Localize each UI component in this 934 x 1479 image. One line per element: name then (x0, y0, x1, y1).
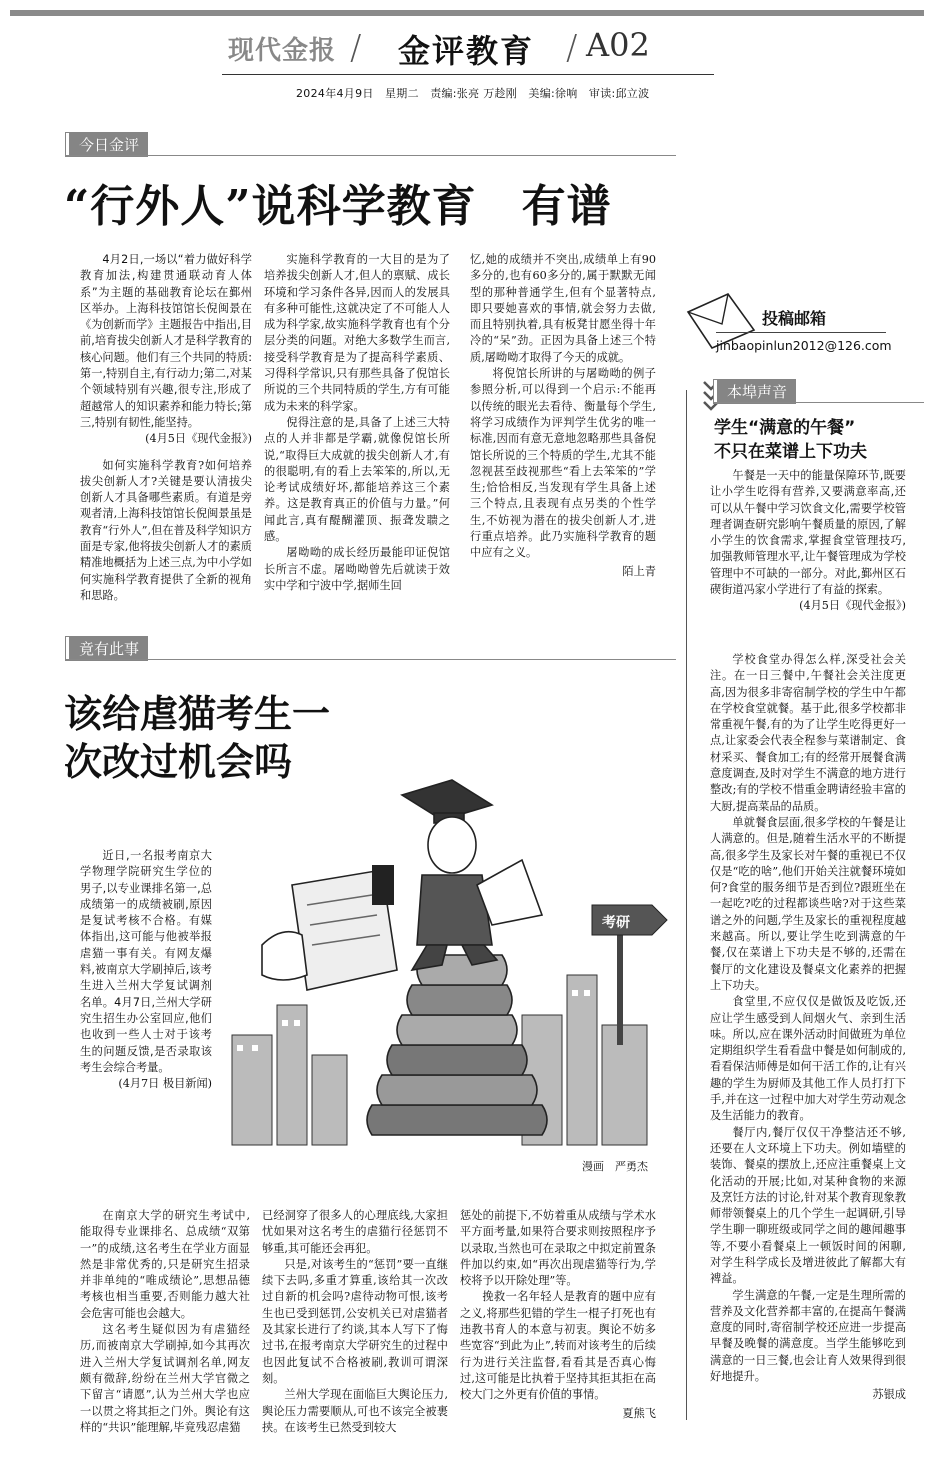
page-number: A02 (586, 26, 650, 64)
article2-headline: 该给虐猫考生一次改过机会吗 (64, 691, 331, 784)
article1-paragraph: 将倪馆长所讲的与屠呦呦的例子参照分析,可以得到一个启示:不能再以传统的眼光去看待、衡量每个学生,将学习成绩作为评判学生优劣的唯一标准,因而有意无意地忽略那些具备倪馆长所说的三个特质的学生,尤其不能忽视甚至歧视那些“看上去笨笨的”学生;恰恰相反,当发现有学生具备上述三个特点,且表现有点另类的个性学生,不妨视为潜在的拔尖创新人才,进行重点培养。此乃实施科学教育的题中应有之义。 (470, 367, 656, 560)
mailbox-rule (716, 332, 886, 333)
section-tag-strange: 竟有此事 (66, 637, 147, 660)
article2-col1 (80, 1208, 250, 1436)
section-tag-local: 本埠声音 (714, 380, 795, 403)
article3-paragraph: 食堂里,不应仅仅是做饭及吃饭,还应让学生感受到人间烟火气、亲到生活味。所以,应在课外活动时间做班为单位定期组织学生看看盘中餐是如何制成的,看看保洁师傅是如何干活工作的,让有兴趣的学生为厨师及其他工作人员打打下手,并在这一过程中加大对学生劳动观念及生活能力的教育。 (710, 995, 906, 1123)
article1-paragraph: 如何实施科学教育?如何培养拔尖创新人才?关键是要认清拔尖创新人才具备哪些素质。有道是旁观者清,上海科技馆馆长倪闽景虽是教育“行外人”,但在普及科学知识方面是专家,他将拔尖创新人才的素质精准地概括为上述三点,为中小学如何实施科学教育提供了全新的视角和思路。 (80, 458, 252, 602)
article2-paragraph: 惩处的前提下,不妨着重从成绩与学术水平方面考量,如果符合要求则按照程序予以录取,当然也可在录取之中拟定前置条件加以约束,如“再次出现虐猫等行为,学校将予以开除处理”等。 (460, 1209, 656, 1288)
tag-rule (714, 402, 924, 403)
article3-headline (714, 416, 867, 464)
article3-paragraph: 学校食堂办得怎么样,深受社会关注。在一日三餐中,午餐社会关注度更高,因为很多非寄宿制学校的学生中午都在学校食堂就餐。基于此,很多学校都非常重视午餐,有的为了让学生吃得更好一点,让家委会代表全程参与菜谱制定、食材采买、餐食加工;有的经常开展餐食满意度调查,及时对学生不满意的地方进行整改;有的学校不惜重金聘请经验丰富的大厨,提高菜品的品质。 (710, 653, 906, 813)
article2-paragraph: 已经洞穿了很多人的心理底线,大家担忧如果对这名考生的虐猫行径惩罚不够重,其可能还会再犯。 (262, 1209, 448, 1255)
article1-paragraph: 屠呦呦的成长经历最能印证倪馆长所言不虚。屠呦呦曾先后就读于效实中学和宁波中学,据师生回 (264, 546, 450, 592)
byline: 2024年4月9日 星期二 责编:张亮 万趁刚 美编:徐响 审读:邱立波 (296, 87, 650, 100)
signpost-label: 考研 (602, 915, 630, 931)
article2-col3 (460, 1208, 656, 1422)
column-divider (686, 390, 687, 1420)
top-gray-bar (10, 10, 924, 16)
article1-col1 (80, 252, 252, 604)
article2-lead: 近日,一名报考南京大学物理学院研究生学位的男子,以专业课排名第一,总成绩第一的成绩被刷,原因是复试考核不合格。有媒体指出,这可能与他被举报虐猫一事有关。有网友爆料,被南京大学刷掉后,该考生进入兰州大学复试调剂名单。4月7日,兰州大学研究生招生办公室回应,他们也收到一些人士对于该考生的问题反馈,是否录取该考生会综合考量。 (80, 849, 212, 1074)
section-tag-today: 今日金评 (66, 133, 147, 156)
article3-author: 苏银成 (872, 1388, 906, 1402)
article3-lead-block (710, 468, 906, 615)
article3-paragraph: 学生满意的午餐,一定是生理所需的营养及文化营养都丰富的,在提高午餐满意度的同时,寄宿制学校还应进一步提高早餐及晚餐的满意度。当学生能够吃到满意的一日三餐,也会让育人效果得到很好地提升。 (710, 1288, 906, 1384)
cartoon-illustration (222, 775, 682, 1165)
article1-col2 (264, 252, 450, 594)
mailbox-email[interactable]: jinbaopinlun2012@126.com (716, 338, 892, 353)
article2-lead-source: (4月7日 极目新闻) (118, 1077, 212, 1091)
mailbox-title: 投稿邮箱 (762, 309, 827, 328)
article2-paragraph: 只是,对该考生的“惩罚”要一直继续下去吗,多重才算重,该给其一次改过自新的机会吗?虐待动物可恨,该考生也已受到惩罚,公安机关已对虐猫者及其家长进行了约谈,其本人写下了悔过书,在报考南京大学研究生的过程中也因此复试不合格被刷,教训可谓深刻。 (262, 1257, 448, 1385)
masthead-slash: / (350, 28, 362, 68)
article1-paragraph: 倪得注意的是,具备了上述三大特点的人并非都是学霸,就像倪馆长所说,“取得巨大成就的拔尖创新人才,有的很聪明,有的看上去笨笨的,所以,无论考试成绩好坏,都能培养这三个素养。这是教育真正的价值与力量。”何闻此言,真有醍醐灌顶、振聋发聩之感。 (264, 415, 450, 544)
article2-lead-block (80, 848, 212, 1092)
tag-rule (66, 659, 676, 660)
article1-paragraph: 实施科学教育的一大目的是为了培养拔尖创新人才,但人的禀赋、成长环境和学习条件各异,因而人的发展具有多种可能性,这就决定了不可能人人成为科学家,故实施科学教育也有个分层分类的问题。对绝大多数学生而言,接受科学教育是为了提高科学素质、习得科学常识,只有那些具备了倪馆长所说的三个共同特质的学生,方有可能成为未来的科学家。 (264, 253, 450, 413)
section-name: 金评教育 (398, 32, 535, 70)
article3-headline-line1: 学生“满意的午餐” (714, 418, 856, 438)
article1-author: 陌上青 (622, 564, 656, 578)
article3-lead: 午餐是一天中的能量保障环节,既要让小学生吃得有营养,又要满意率高,还可以从午餐中学习饮食文化,需要学校管理者调查研究影响午餐质量的原因,了解小学生的饮食需求,掌握食堂管理技巧,加强教师管理水平,让午餐管理成为学校管理中不可缺的一部分。对此,鄞州区石碶街道冯家小学进行了有益的探索。 (710, 469, 906, 597)
article3-paragraph: 单就餐食层面,很多学校的午餐是让人满意的。但是,随着生活水平的不断提高,很多学生及家长对午餐的重视已不仅仅是“吃的啥”,他们开始关注就餐环境如何?食堂的服务细节是否到位?跟班坐在一起吃?吃的过程都谈些啥?对于这些菜谱之外的问题,学生及家长的重视程度越来越高。所以,要让学生吃到满意的午餐,仅在菜谱上下功夫是不够的,还需在餐厅的文化建设及餐桌文化素养的把握上下功夫。 (710, 815, 906, 992)
article1-lead: 4月2日,一场以“着力做好科学教育加法,构建贯通联动育人体系”为主题的基础教育论坛在鄞州区举办。上海科技馆馆长倪闽景在《为创新而学》主题报告中指出,目前,培育拔尖创新人才是科学教育的核心问题。他们有三个共同的特质:第一,特别自主,有行动力;第二,对某个领域特别有兴趣,很专注,形成了超越常人的知识素养和能力特长;第三,特别有韧性,能坚持。 (80, 253, 252, 429)
article3-body (710, 652, 906, 1404)
article3-paragraph: 餐厅内,餐厅仅仅干净整洁还不够,还要在人文环境上下功夫。例如墙壁的装饰、餐桌的摆放上,还应注重餐桌上文化活动的开展;比如,对某种食物的来源及烹饪方法的讨论,针对某个教育现象教师带领餐桌上的几个学生一起调研,引导学生聊一聊班级或同学之间的趣闻趣事等,不要小看餐桌上一顿饭时间的闲聊,对学生科学成长及增进彼此了解都大有裨益。 (710, 1125, 906, 1286)
masthead-slash: / (566, 28, 578, 68)
article2-author: 夏熊飞 (622, 1406, 656, 1420)
article3-lead-source: (4月5日《现代金报》) (799, 599, 906, 613)
masthead-rule (222, 74, 714, 75)
paper-name: 现代金报 (228, 36, 337, 66)
article2-paragraph: 在南京大学的研究生考试中,能取得专业课排名、总成绩“双第一”的成绩,这名考生在学业方面显然是非常优秀的,只是研究生招录并非单纯的“唯成绩论”,思想品德考核也相当重要,否则能力越大社会危害可能也会越大。 (80, 1209, 250, 1320)
illustration-credit: 漫画 严勇杰 (582, 1160, 648, 1173)
article1-paragraph: 忆,她的成绩并不突出,成绩单上有90多分的,也有60多分的,属于默默无闻型的那种普通学生,但有个显著特点,即只要她喜欢的事情,就会努力去做,而且特别执着,具有板凳甘愿坐得十年冷的“呆”劲。正因为具备上述三个特质,屠呦呦才取得了今天的成就。 (470, 253, 656, 364)
article2-col2 (262, 1208, 448, 1436)
article2-paragraph: 这名考生疑似因为有虐猫经历,而被南京大学刷掉,如今其再次进入兰州大学复试调剂名单,网友颇有微辞,纷纷在兰州大学官微之下留言“请愿”,认为兰州大学也应一以贯之将其拒之门外。舆论有这样的“共识”能理解,毕竟残忍虐猫 (80, 1323, 250, 1434)
tag-rule (66, 155, 676, 156)
article2-paragraph: 兰州大学现在面临巨大舆论压力,舆论压力需要顺从,可也不该完全被裹挟。在该考生已然受到较大 (262, 1388, 448, 1434)
article1-col3 (470, 252, 656, 580)
article3-headline-line2: 不只在菜谱上下功夫 (714, 442, 867, 462)
article1-headline: “行外人”说科学教育 有谱 (64, 181, 612, 232)
article2-paragraph: 挽救一名年轻人是教育的题中应有之义,将那些犯错的学生一棍子打死也有违教书育人的本意与初衷。舆论不妨多些宽容“到此为止”,转而对该考生的后续行为进行关注监督,看看其是否真心悔过,这可能是比执着于坚持其拒其拒在高校大门之外更有价值的事情。 (460, 1290, 656, 1402)
article1-lead-source: (4月5日《现代金报》) (145, 432, 252, 446)
